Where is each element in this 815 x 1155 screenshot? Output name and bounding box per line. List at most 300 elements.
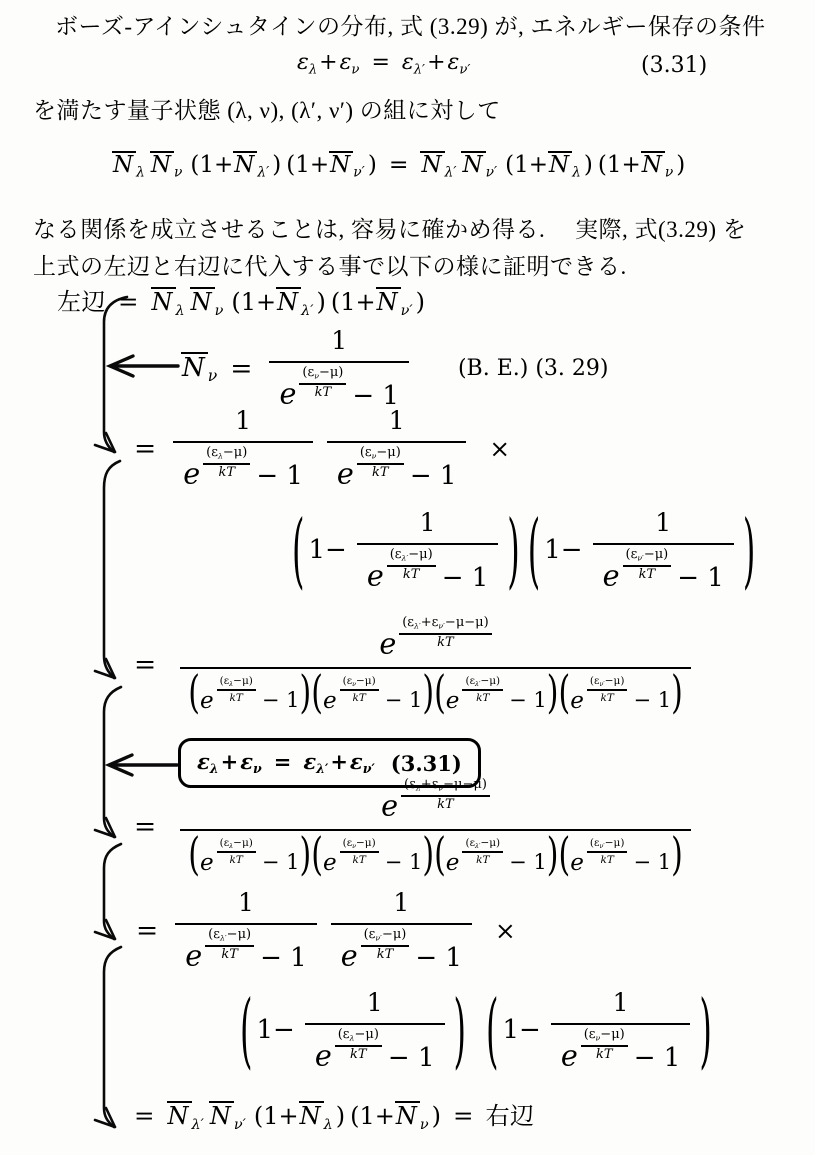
open-one-plus: (1+ [286, 152, 330, 178]
equation-3-31 [297, 50, 470, 77]
exponent-denominator-kT: kT [352, 691, 366, 704]
paragraph-intro: ボーズ-アインシュタインの分布, 式 (3.29) が, エネルギー保存の条件 [55, 14, 766, 39]
fraction-denominator [551, 1023, 691, 1073]
equals-sign: = [388, 150, 409, 178]
open-paren: ( [311, 666, 323, 720]
close-paren: ) [367, 152, 377, 178]
big-close-paren: ) [507, 501, 520, 599]
epsilon: ε [197, 749, 210, 775]
one-plus-nbar-factor [286, 151, 377, 181]
epsilon: ε [349, 749, 363, 775]
fraction-numerator-one: 1 [393, 888, 410, 917]
exp-minus-mu: −μ) [604, 836, 625, 849]
one-minus-factor [484, 981, 714, 1079]
state-subscript: ν′ [438, 621, 445, 631]
exponent-fraction [587, 675, 628, 704]
energy-conservation-equation [197, 749, 375, 776]
fraction-numerator-one: 1 [655, 508, 672, 537]
close-paren: ) [671, 828, 683, 882]
nbar-term [641, 152, 674, 181]
exp-term [279, 366, 399, 411]
exponent-fraction [623, 548, 672, 582]
paragraph-substitute: 上式の左辺と右辺に代入する事で以下の様に証明できる. [33, 254, 627, 279]
nbar-term [190, 287, 224, 319]
state-subscript: ν [664, 164, 674, 181]
paragraph-quantum-states: を満たす量子状態 (λ, ν), (λ′, ν′) の組に対して [33, 98, 501, 123]
nbar-base: N [329, 151, 353, 177]
nbar-base: N [461, 151, 485, 177]
exp-minus-mu: −μ) [480, 674, 501, 687]
close-paren: ) [422, 666, 435, 720]
exponent-denominator-kT: kT [638, 566, 656, 582]
state-subscript: λ′ [191, 1116, 204, 1133]
e-base: e [602, 558, 620, 593]
exponent-fraction [335, 1028, 382, 1062]
equals-sign: = [453, 1101, 474, 1130]
exp-minus-mu: −μ) [600, 1027, 625, 1042]
e-base: e [445, 687, 460, 714]
times-sign: × [489, 433, 511, 463]
state-subscript: ν [351, 62, 360, 78]
exponent-numerator [587, 837, 628, 853]
big-fraction-numerator [180, 778, 691, 829]
open-paren: ( [434, 666, 446, 720]
nbar-term [181, 352, 217, 385]
fraction-numerator-one: 1 [612, 988, 629, 1017]
exponent-denominator-kT: kT [221, 946, 238, 962]
one-over-exp-fraction [327, 406, 467, 491]
exp-minus-mu: −μ) [233, 836, 253, 849]
exp-minus-mu-mu: −μ−μ) [443, 777, 487, 792]
exponent-numerator [581, 1028, 628, 1047]
one-over-exp-fraction [593, 508, 734, 593]
close-paren: ) [299, 828, 312, 882]
rhs-label: 右辺 [485, 1104, 535, 1130]
state-subscript: ν′ [375, 933, 382, 943]
state-subscript: ν′ [599, 842, 605, 850]
exp-minus-mu: −μ) [408, 547, 433, 562]
fraction-numerator-one: 1 [331, 326, 348, 355]
exponent-numerator [217, 675, 256, 691]
equals-sign: = [118, 287, 139, 316]
open-paren: ( [188, 666, 200, 720]
nbar-term [329, 152, 365, 181]
exponent-numerator [335, 1028, 382, 1047]
paren-exp-factor [311, 828, 435, 882]
exponent-numerator [340, 675, 379, 691]
exp-term [323, 837, 422, 876]
nbar-term [151, 287, 185, 319]
plus-sign: + [319, 50, 338, 75]
fraction-denominator [305, 1023, 445, 1073]
state-subscript: ν [174, 164, 183, 181]
exp-minus-mu: −μ) [222, 445, 248, 460]
e-base: e [379, 626, 397, 661]
open-paren: ( [558, 828, 571, 882]
exponent-denominator-kT: kT [314, 384, 332, 400]
minus-one: − 1 [509, 850, 547, 875]
state-subscript: ν [314, 371, 319, 381]
be-equation-tag: (B. E.) (3. 29) [457, 355, 609, 381]
one-plus-nbar-factor [331, 287, 425, 319]
exponent-numerator [587, 675, 628, 691]
state-subscript: ν′ [233, 1116, 246, 1133]
nbar-base: N [641, 151, 665, 177]
one-plus-nbar-factor [505, 151, 593, 181]
exponent-fraction [361, 928, 410, 962]
close-paren: ) [299, 666, 312, 720]
nbar-term [548, 152, 581, 181]
state-subscript: ν′ [459, 62, 471, 78]
exp-term [185, 928, 306, 973]
fraction-numerator-one: 1 [238, 888, 254, 917]
minus-one: − 1 [384, 850, 423, 875]
exponent-denominator-kT: kT [352, 853, 366, 866]
fraction-denominator [327, 441, 467, 491]
exp-open-eps: (ε [208, 927, 220, 942]
e-base: e [336, 456, 354, 491]
flow-curve-4 [104, 844, 121, 939]
exponent-fraction [203, 446, 250, 480]
one-over-exp-fraction [357, 508, 498, 593]
exponent-denominator-kT: kT [437, 634, 454, 650]
exp-plus-eps: +ε [420, 615, 439, 630]
state-subscript: ν [352, 680, 356, 688]
minus-one: − 1 [633, 850, 672, 875]
open-one-plus: (1+ [330, 288, 376, 316]
one-over-exp-fraction [551, 988, 691, 1073]
exponent-numerator [205, 928, 254, 947]
minus-one: − 1 [384, 688, 423, 713]
close-paren: ) [546, 666, 559, 720]
exponent-fraction [387, 548, 436, 582]
paren-exp-factor [434, 828, 559, 882]
close-paren: ) [422, 828, 435, 882]
state-subscript: λ′ [219, 933, 227, 943]
state-subscript: λ [229, 842, 234, 850]
open-paren: ( [558, 666, 571, 720]
state-subscript: λ [415, 783, 421, 793]
exponent-fraction [581, 1028, 628, 1062]
nbar-base: N [151, 287, 176, 314]
exp-term [200, 675, 300, 714]
state-subscript: ν [419, 1116, 429, 1133]
one-over-exp-fraction [305, 988, 445, 1073]
exponent-numerator [340, 837, 379, 853]
plus-sign: + [427, 50, 446, 75]
equals-sign: = [230, 352, 253, 384]
exponent-fraction [401, 778, 490, 812]
e-base: e [445, 849, 460, 876]
state-subscript: λ [229, 680, 234, 688]
derivation-be-insert [181, 326, 608, 411]
big-open-paren: ( [240, 981, 253, 1079]
nbar-term [167, 1101, 204, 1133]
state-subscript: λ′ [401, 553, 409, 563]
paren-exp-factor [558, 828, 683, 882]
exponent-denominator-kT: kT [229, 691, 243, 704]
state-subscript: λ [175, 302, 185, 319]
close-paren: ) [583, 152, 593, 178]
nbar-term [150, 151, 183, 181]
exponent-fraction [587, 837, 628, 866]
open-one-plus: (1+ [350, 1102, 395, 1130]
state-subscript: λ′ [257, 164, 270, 181]
exp-open-eps: (ε [589, 836, 600, 849]
derivation-line-4 [124, 777, 691, 882]
nbar-term [299, 1102, 333, 1133]
one-minus: 1− [502, 1015, 541, 1046]
state-subscript: λ [136, 164, 145, 181]
exp-minus-mu: −μ) [376, 445, 401, 460]
state-subscript: λ′ [414, 621, 421, 631]
exponent-denominator-kT: kT [229, 853, 243, 866]
minus-one: − 1 [261, 850, 300, 875]
paren-exp-factor [188, 666, 312, 720]
energy-conservation-equation [297, 50, 471, 78]
big-fraction-numerator [180, 616, 691, 667]
one-minus-factor [290, 501, 522, 599]
exp-open-eps: (ε [583, 1027, 596, 1042]
e-base: e [366, 558, 384, 593]
exponent-denominator-kT: kT [350, 1046, 367, 1062]
flow-curve-5 [104, 947, 121, 1127]
state-subscript: λ [572, 164, 581, 181]
exp-open-eps: (ε [465, 674, 476, 687]
state-subscript: ν [595, 1033, 601, 1043]
state-subscript: ν′ [353, 164, 365, 181]
nbar-base: N [276, 287, 301, 314]
equals-sign: = [136, 914, 159, 946]
exponent-denominator-kT: kT [595, 1046, 613, 1062]
exp-open-eps: (ε [589, 674, 600, 687]
big-open-paren: ( [527, 501, 541, 599]
e-base: e [279, 376, 297, 411]
exp-open-eps: (ε [337, 1027, 350, 1042]
fraction-numerator-one: 1 [235, 406, 252, 435]
equals-sign: = [134, 1101, 155, 1130]
epsilon: ε [297, 50, 309, 75]
exponent-numerator [203, 446, 250, 465]
exp-term [570, 837, 671, 876]
exp-term [367, 548, 488, 593]
exp-open-eps: (ε [465, 836, 476, 849]
exponent-denominator-kT: kT [372, 464, 389, 480]
state-subscript: λ′ [444, 164, 457, 181]
exponent-denominator-kT: kT [476, 853, 490, 866]
fraction-denominator [175, 923, 316, 973]
exp-open-eps: (ε [389, 547, 402, 562]
minus-one: − 1 [441, 562, 489, 593]
plus-sign: + [220, 749, 239, 775]
nbar-term [112, 151, 145, 181]
exp-sum-term [381, 778, 490, 823]
exponent-denominator-kT: kT [402, 566, 420, 582]
nbar-base: N [299, 1101, 324, 1128]
exponent-denominator-kT: kT [476, 691, 490, 704]
exponent-numerator [462, 675, 503, 691]
exponent-numerator [399, 616, 491, 635]
open-paren: ( [434, 828, 446, 882]
nbar-base: N [181, 352, 208, 381]
exp-term [603, 548, 724, 593]
paragraph-verify: なる関係を成立させることは, 容易に確かめ得る. 実際, 式(3.29) を [33, 217, 747, 242]
minus-one: − 1 [633, 688, 672, 713]
exponent-numerator [299, 366, 346, 385]
lhs-label: 左辺 [57, 290, 106, 316]
epsilon: ε [339, 50, 352, 75]
exponent-fraction [357, 446, 404, 480]
big-open-paren: ( [292, 501, 305, 599]
exp-minus-mu: −μ) [318, 365, 344, 380]
equals-sign: = [371, 50, 390, 75]
exp-open-eps: (ε [342, 674, 353, 687]
e-base: e [570, 687, 584, 714]
one-minus: 1− [256, 1015, 295, 1046]
nbar-term [209, 1101, 246, 1133]
exp-term [341, 928, 462, 973]
nbar-base: N [420, 151, 444, 177]
state-subscript: λ′ [475, 680, 481, 688]
fraction-denominator [357, 543, 498, 593]
fraction-numerator-one: 1 [388, 406, 405, 435]
open-one-plus: (1+ [190, 152, 234, 178]
exp-minus-mu: −μ) [356, 836, 376, 849]
exponent-fraction [399, 616, 491, 650]
plus-sign: + [330, 749, 348, 775]
close-paren: ) [671, 666, 683, 720]
exp-minus-mu: −μ) [604, 674, 625, 687]
exp-minus-mu: −μ) [643, 547, 669, 562]
state-subscript: λ [217, 451, 223, 461]
state-subscript: ν′ [400, 302, 413, 319]
exponent-numerator [361, 928, 410, 947]
e-base: e [199, 849, 214, 876]
e-base: e [322, 687, 337, 714]
fraction-denominator [173, 441, 313, 491]
exp-open-eps: (ε [219, 674, 230, 687]
exponent-numerator [217, 837, 256, 853]
exponent-fraction [205, 928, 254, 962]
open-paren: ( [188, 828, 200, 882]
one-minus-factor [238, 981, 468, 1079]
paren-exp-factor [434, 666, 559, 720]
one-minus-factor [526, 501, 758, 599]
exp-term [446, 837, 547, 876]
box-insert-arrow [109, 755, 177, 775]
exponent-denominator-kT: kT [600, 691, 614, 704]
big-fraction-denominator [180, 666, 691, 720]
equation-3-31-tag: (3.31) [641, 53, 708, 78]
big-fraction [180, 777, 691, 882]
open-one-plus: (1+ [505, 152, 549, 178]
exp-term [200, 837, 300, 876]
epsilon: ε [401, 50, 414, 75]
paren-exp-factor [311, 666, 435, 720]
nbar-term [395, 1102, 429, 1133]
state-subscript: ν [207, 366, 218, 385]
fraction-denominator [331, 923, 472, 973]
exp-open-eps: (ε [302, 365, 315, 380]
equals-sign: = [134, 649, 157, 681]
exp-term [183, 446, 303, 491]
nbar-term [420, 151, 456, 181]
equation-detailed-balance [112, 150, 685, 181]
exponent-numerator [357, 446, 404, 465]
e-base: e [199, 687, 214, 714]
fraction-numerator-one: 1 [419, 508, 436, 537]
one-over-exp-fraction [175, 888, 316, 973]
nbar-base: N [376, 287, 401, 314]
exp-open-eps: (ε [625, 547, 638, 562]
minus-one: − 1 [509, 688, 547, 713]
state-subscript: ν′ [485, 164, 498, 181]
nbar-base: N [190, 287, 215, 314]
derivation-line-lhs [57, 282, 425, 319]
big-close-paren: ) [453, 981, 466, 1079]
state-subscript: ν [371, 451, 377, 461]
minus-one: − 1 [352, 380, 399, 411]
state-subscript: λ [323, 1116, 333, 1133]
nbar-term [376, 288, 413, 319]
be-insert-arrow [110, 356, 178, 376]
exp-term [337, 446, 457, 491]
exponent-fraction [217, 837, 256, 866]
derivation-line-rhs [124, 1096, 535, 1133]
state-subscript: λ′ [316, 761, 329, 777]
exp-open-eps: (ε [404, 777, 416, 792]
derivation-line-3 [124, 615, 691, 720]
nbar-base: N [112, 151, 136, 177]
e-base: e [314, 1038, 332, 1073]
exp-open-eps: (ε [219, 836, 230, 849]
exp-term [323, 675, 422, 714]
close-paren: ) [676, 152, 686, 178]
state-subscript: ν′ [637, 553, 644, 563]
state-subscript: ν′ [599, 680, 605, 688]
one-plus-nbar-factor [190, 151, 281, 181]
state-subscript: ν [253, 761, 262, 777]
close-paren: ) [272, 152, 282, 178]
exp-open-eps: (ε [342, 836, 353, 849]
minus-one: − 1 [261, 688, 300, 713]
exp-minus-mu: −μ) [233, 674, 253, 687]
close-paren: ) [415, 288, 426, 316]
close-paren: ) [316, 288, 326, 316]
exp-term [570, 675, 671, 714]
e-base: e [560, 1038, 578, 1073]
exp-term [315, 1028, 435, 1073]
equals-sign: = [134, 432, 157, 464]
state-subscript: λ′ [301, 302, 314, 319]
minus-one: − 1 [415, 942, 462, 973]
nbar-term [461, 151, 497, 181]
epsilon: ε [240, 749, 254, 775]
equals-sign: = [273, 749, 292, 775]
state-subscript: λ [349, 1033, 355, 1043]
close-paren: ) [431, 1102, 442, 1130]
state-subscript: λ [209, 761, 219, 777]
exponent-denominator-kT: kT [437, 796, 454, 812]
close-paren: ) [335, 1102, 346, 1130]
exp-term [561, 1028, 681, 1073]
e-base: e [322, 849, 337, 876]
state-subscript: λ′ [413, 62, 426, 78]
exponent-numerator [387, 548, 436, 567]
one-over-exp-fraction [331, 888, 472, 973]
big-fraction [180, 615, 691, 720]
exponent-denominator-kT: kT [376, 946, 394, 962]
